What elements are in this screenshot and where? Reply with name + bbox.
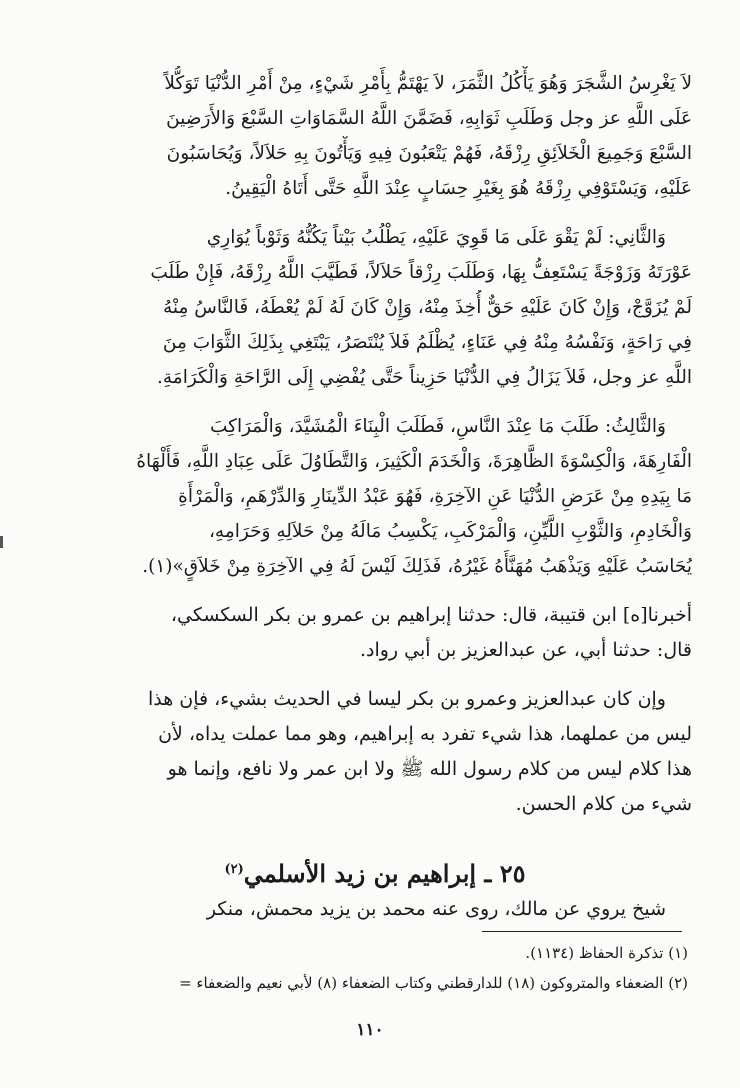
text-line: هذا كلام ليس من كلام رسول الله ﷺ ولا ابن عمر ولا نافع، وإنما هو [167,758,692,780]
footnote-divider [482,931,682,932]
quote-paragraph-second [58,220,692,395]
text-line: مَا بِيَدِهِ مِنْ عَرَضِ الدُّنْيَا عَنِ الآخِرَةِ، فَهُوَ عَبْدُ الدِّينَارِ وَالدِّرْهَمِ، وَالْمَرْأَةِ [178,486,692,507]
text-line: السَّبْعَ وَجَمِيعَ الْخَلاَئِقِ رِزْقَهُ، فَهُمْ يَتْعَبُونَ فِيهِ وَيَأْتُونَ بِهِ حَلاَلاً، وَيُحَاسَبُونَ [166,143,692,164]
text-line: وَالثَّانِي: لَمْ يَقْوَ عَلَى مَا قَوِيَ عَلَيْهِ، يَطْلُبُ بَيْتاً يَكُنُّهُ وَثَوْباً يُوَارِي [206,227,666,248]
text-line: ليس من عملهما، هذا شيء تفرد به إبراهيم، وهو مما عملت يداه، لأن [158,723,692,745]
margin-mark [0,536,3,548]
quote-paragraph-first [58,66,692,206]
text-line: وَالْخَادِمِ، وَالثَّوْبِ اللَّيِّنِ، وَالْمَرْكَبِ، يَكْسِبُ مَالَهُ مِنْ حَلاَلِهِ وَحَرَامِهِ، [208,521,692,542]
entry-heading-text: ٢٥ ـ إبراهيم بن زيد الأسلمي [243,859,526,888]
footnote-2: (٢) الضعفاء والمتروكون (١٨) للدارقطني وكتاب الضعفاء (٨) لأبي نعيم والضعفاء = [179,974,688,992]
page-body [58,66,692,927]
text-line: اللَّهِ عز وجل، فَلاَ يَزَالُ فِي الدُّنْيَا حَزِيناً حَتَّى يُفْضِي إِلَى الرَّاحَةِ وَالْكَرَامَةِ. [156,367,692,388]
text-line: عَلَيْهِ، وَيَسْتَوْفِي رِزْقَهُ هُوَ بِغَيْرِ حِسَابٍ عِنْدَ اللَّهِ حَتَّى أَتَاهُ الْيَقِينُ. [225,178,692,199]
footnotes [58,938,688,998]
text-line: الْفَارِهَةَ، وَالْكِسْوَةَ الظَّاهِرَةَ، وَالْخَدَمَ الْكَثِيرَ، وَالتَّطَاوُلَ عَلَى عِبَادِ اللَّهِ، فَأَلْهَاهُ [136,451,692,472]
text-line: أخبرنا[ه] ابن قتيبة، قال: حدثنا إبراهيم بن عمرو بن بكر السكسكي، [170,604,692,626]
footnote-1: (١) تذكرة الحفاظ (١١٣٤). [525,944,688,962]
commentary-paragraph [58,682,692,822]
isnad-paragraph [58,598,692,668]
entry-heading [58,848,692,892]
page-number: ١١٠ [356,1020,384,1040]
text-line: فِي رَاحَةٍ، وَنَفْسُهُ مِنْهُ فِي عَنَاءٍ، يُظْلَمُ فَلاَ يُنْتَصَرُ، يَبْتَغِي بِذَلِكَ الثَّوَابَ مِنَ [162,332,692,353]
text-line: قال: حدثنا أبي، عن عبدالعزيز بن أبي رواد. [359,639,692,661]
text-line: عَوْرَتَهُ وَزَوْجَةً يَسْتَعِفُّ بِهَا، وَطَلَبَ رِزْقاً حَلاَلاً، فَطَيَّبَ اللَّهُ رِزْقَهُ، فَإِنْ طَلَبَ [150,262,692,283]
text-line: وإن كان عبدالعزيز وعمرو بن بكر ليسا في الحديث بشيء، فإن هذا [147,688,666,710]
quote-paragraph-third [58,409,692,584]
text-line: عَلَى اللَّهِ عز وجل وَطَلَبِ ثَوَابِهِ، فَضَمَّنَ اللَّهُ السَّمَاوَاتِ السَّبْعَ وَالأَرَضِينَ [166,108,692,129]
text-line: وَالثَّالِثُ: طَلَبَ مَا عِنْدَ النَّاسِ، فَطَلَبَ الْبِنَاءَ الْمُشَيَّدَ، وَالْمَرَاكِبَ [209,416,666,437]
text-line: شيء من كلام الحسن. [515,793,692,815]
text-line: لاَ يَغْرِسُ الشَّجَرَ وَهُوَ يَأْكُلُ الثَّمَرَ، لاَ يَهْتَمُّ بِأَمْرِ شَيْءٍ، مِنْ أَمْرِ الدُّنْيَا تَوَكُّلاً [164,73,692,94]
footnote-ref[interactable]: (٢) [224,862,244,877]
text-line: شيخ يروي عن مالك، روى عنه محمد بن يزيد محمش، منكر [206,898,666,920]
text-line: يُحَاسَبُ عَلَيْهِ وَيَذْهَبُ مُهَنَّأَهُ غَيْرُهُ، فَذَلِكَ لَيْسَ لَهُ فِي الآخِرَةِ مِنْ خَلاَقٍ»(١). [142,556,692,577]
entry-paragraph [58,892,692,927]
text-line: لَمْ يُزَوَّجْ، وَإِنْ كَانَ عَلَيْهِ حَقٌّ أُخِذَ مِنْهُ، وَإِنْ كَانَ لَهُ لَمْ يُعْطَهُ، فَالنَّاسُ مِنْهُ [162,297,692,318]
